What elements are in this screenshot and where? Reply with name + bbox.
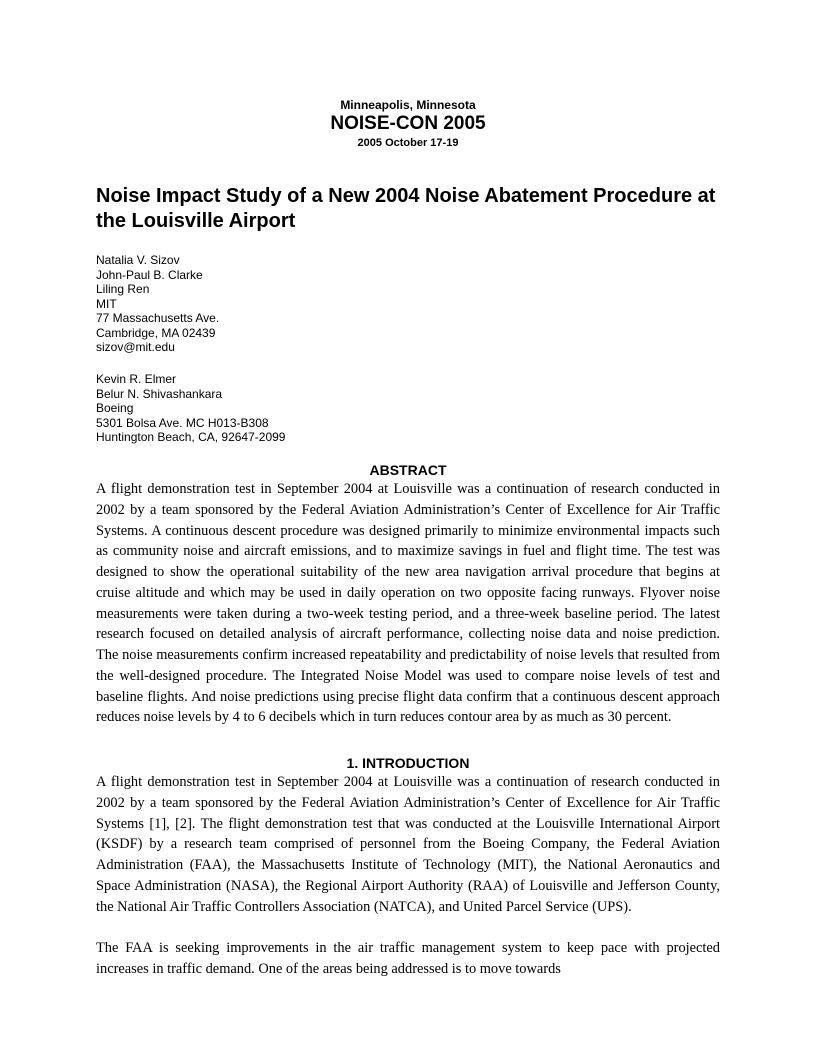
- abstract-text: A flight demonstration test in September 2004 at Louisville was a continuation of research conducted in 2002 by a team sponsored by the Federal Aviation Administration’s Center of Excellence for Air Traffic Systems. A continuous descent procedure was designed primarily to minimize environmental impacts such as community noise and aircraft emissions, and to maximize savings in fuel and flight time. The test was designed to show the operational suitability of the new area navigation arrival procedure that begins at cruise altitude and which may be used in daily operation on two opposite facing runways. Flyover noise measurements were taken during a two-week testing period, and a three-week baseline period. The latest research focused on detailed analysis of aircraft performance, collecting noise data and noise prediction. The noise measurements confirm increased repeatability and predictability of noise levels that resulted from the well-designed procedure. The Integrated Noise Model was used to compare noise levels of test and baseline flights. And noise predictions using precise flight data confirm that a continuous descent approach reduces noise levels by 4 to 6 decibels which in turn reduces contour area by as much as 30 percent.: [96, 481, 720, 726]
- author-address: Cambridge, MA 02439: [96, 325, 216, 340]
- author-name: Liling Ren: [96, 282, 150, 296]
- paper-title: Noise Impact Study of a New 2004 Noise Abatement Procedure at the Louisville Airport: [96, 185, 716, 232]
- author-name: Kevin R. Elmer: [96, 372, 177, 386]
- author-name: John-Paul B. Clarke: [96, 267, 203, 282]
- author-affiliation: Boeing: [96, 401, 134, 415]
- introduction-paragraph-2: The FAA is seeking improvements in the air traffic management system to keep pace with projected increases in traffic demand. One of the areas being addressed is to move towards: [96, 940, 720, 977]
- author-email: sizov@mit.edu: [96, 340, 175, 354]
- author-affiliation: MIT: [96, 296, 117, 311]
- conference-city: Minneapolis, Minnesota: [340, 98, 476, 112]
- author-block-mit: [96, 253, 720, 355]
- author-name: Natalia V. Sizov: [96, 253, 180, 267]
- conference-name: NOISE-CON 2005: [330, 113, 486, 134]
- author-address: 5301 Bolsa Ave. MC H013-B308: [96, 415, 269, 430]
- conference-dates: 2005 October 17-19: [357, 137, 459, 149]
- introduction-paragraph-1: A flight demonstration test in September 2004 at Louisville was a continuation of research conducted in 2002 by a team sponsored by the Federal Aviation Administration’s Center of Excellence for Air Traffic Systems [1], [2]. The flight demonstration test that was conducted at the Louisville International Airport (KSDF) by a research team comprised of personnel from the Boeing Company, the Federal Aviation Administration (FAA), the Massachusetts Institute of Technology (MIT), the National Aeronautics and Space Administration (NASA), the Regional Airport Authority (RAA) of Louisville and Jefferson County, the National Air Traffic Controllers Association (NATCA), and United Parcel Service (UPS).: [96, 774, 720, 915]
- introduction-heading: 1. INTRODUCTION: [346, 755, 470, 771]
- author-address: 77 Massachusetts Ave.: [96, 311, 220, 325]
- author-name: Belur N. Shivashankara: [96, 386, 223, 401]
- author-block-boeing: [96, 372, 720, 445]
- author-address: Huntington Beach, CA, 92647-2099: [96, 430, 286, 444]
- abstract-heading: ABSTRACT: [369, 462, 447, 478]
